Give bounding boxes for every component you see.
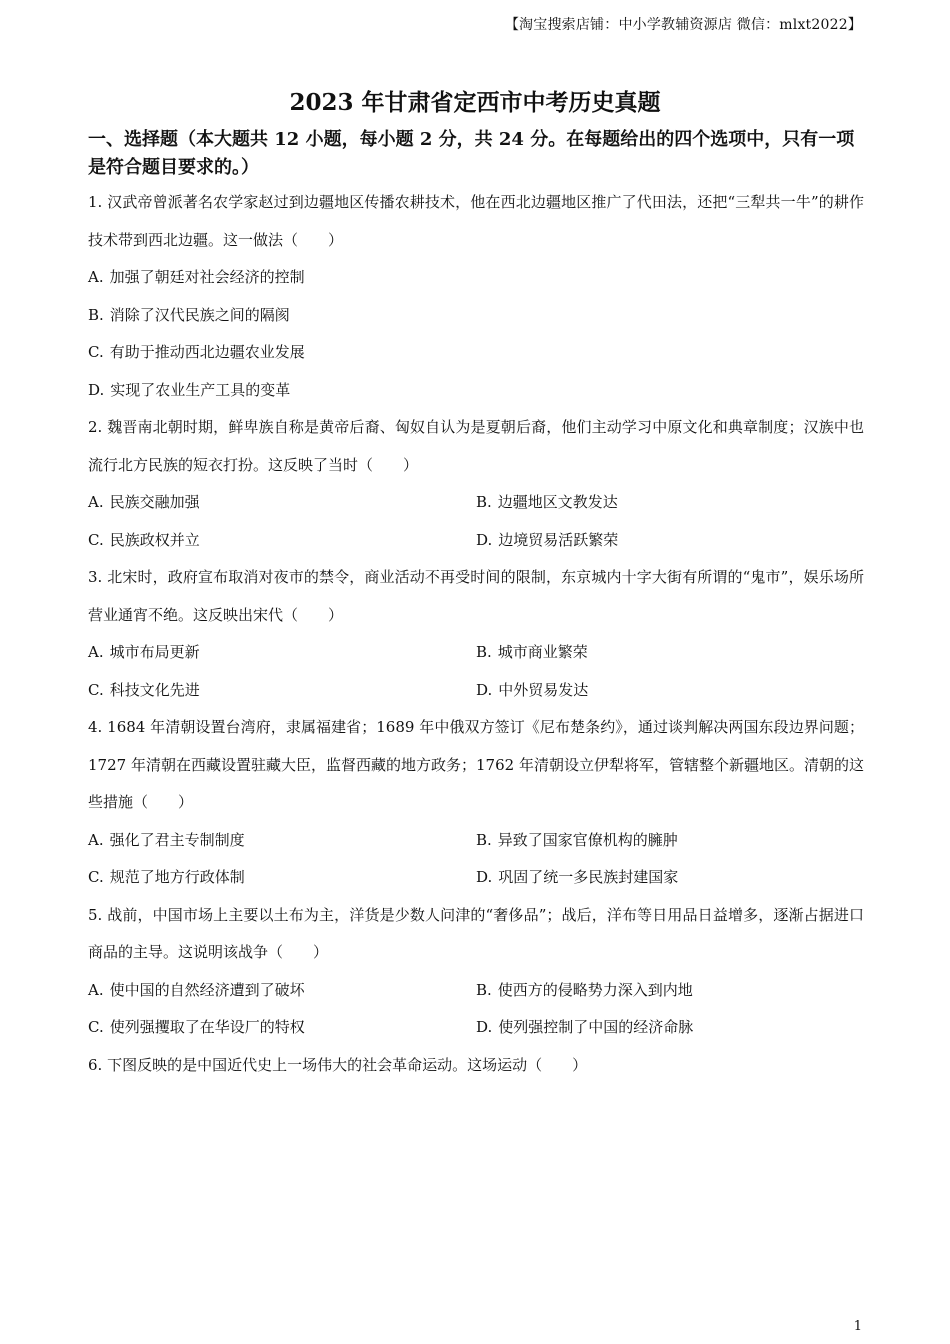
option-c[interactable] bbox=[88, 859, 476, 897]
option-d[interactable] bbox=[476, 1009, 864, 1047]
option-d[interactable] bbox=[88, 372, 864, 410]
option-row bbox=[88, 484, 864, 522]
option-text: 城市布局更新 bbox=[109, 643, 200, 661]
option-letter: D. bbox=[476, 868, 493, 886]
header-note: 【淘宝搜索店铺：中小学教辅资源店 微信：mlxt2022】 bbox=[504, 17, 862, 33]
option-b[interactable] bbox=[88, 297, 864, 335]
option-b[interactable] bbox=[476, 634, 864, 672]
page-number: 1 bbox=[853, 1319, 862, 1334]
option-text: 使列强攫取了在华设厂的特权 bbox=[109, 1018, 305, 1036]
option-letter: D. bbox=[88, 380, 105, 399]
option-a[interactable] bbox=[88, 259, 864, 297]
question-stem: 3. 北宋时，政府宣布取消对夜市的禁令，商业活动不再受时间的限制，东京城内十字大街有所谓的“鬼市”，娱乐场所营业通宵不绝。这反映出宋代（ ） bbox=[88, 568, 864, 624]
option-letter: C. bbox=[88, 1018, 104, 1036]
option-c[interactable] bbox=[88, 522, 476, 560]
option-text: 实现了农业生产工具的变革 bbox=[110, 380, 291, 399]
option-row bbox=[88, 859, 864, 897]
option-d[interactable] bbox=[476, 522, 864, 560]
section-heading: 一、选择题（本大题共 12 小题，每小题 2 分，共 24 分。在每题给出的四个选项中，只有一项是符合题目要求的。） bbox=[88, 129, 855, 178]
question-stem: 5. 战前，中国市场上主要以土布为主，洋货是少数人问津的“奢侈品”；战后，洋布等日用品日益增多，逐渐占据进口商品的主导。这说明该战争（ ） bbox=[88, 905, 864, 961]
option-a[interactable] bbox=[88, 634, 476, 672]
option-b[interactable] bbox=[476, 484, 864, 522]
option-letter: A. bbox=[88, 980, 104, 999]
option-text: 异致了国家官僚机构的臃肿 bbox=[497, 830, 678, 849]
option-text: 边疆地区文教发达 bbox=[497, 493, 618, 511]
option-letter: B. bbox=[476, 830, 492, 849]
option-row bbox=[88, 672, 864, 710]
option-b[interactable] bbox=[476, 972, 864, 1010]
option-row bbox=[88, 1009, 864, 1047]
option-letter: B. bbox=[88, 305, 104, 324]
option-letter: B. bbox=[476, 643, 492, 661]
option-d[interactable] bbox=[476, 859, 864, 897]
option-letter: B. bbox=[476, 493, 492, 511]
option-text: 使西方的侵略势力深入到内地 bbox=[497, 980, 693, 999]
option-letter: D. bbox=[476, 1018, 493, 1036]
option-text: 科技文化先进 bbox=[109, 680, 200, 699]
option-letter: C. bbox=[88, 680, 104, 699]
option-d[interactable] bbox=[476, 672, 864, 710]
page-title: 2023 年甘肃省定西市中考历史真题 bbox=[289, 89, 661, 116]
option-letter: C. bbox=[88, 343, 104, 361]
question-list bbox=[88, 184, 864, 1084]
option-a[interactable] bbox=[88, 822, 476, 860]
option-letter: A. bbox=[88, 830, 104, 849]
option-text: 中外贸易发达 bbox=[498, 680, 589, 699]
option-text: 规范了地方行政体制 bbox=[109, 868, 245, 886]
option-letter: C. bbox=[88, 868, 104, 886]
option-a[interactable] bbox=[88, 972, 476, 1010]
question-stem: 6. 下图反映的是中国近代史上一场伟大的社会革命运动。这场运动（ ） bbox=[88, 1055, 588, 1074]
option-c[interactable] bbox=[88, 334, 864, 372]
option-text: 消除了汉代民族之间的隔阂 bbox=[109, 305, 290, 324]
option-text: 使中国的自然经济遭到了破坏 bbox=[109, 980, 305, 999]
option-c[interactable] bbox=[88, 1009, 476, 1047]
question-stem: 4. 1684 年清朝设置台湾府，隶属福建省；1689 年中俄双方签订《尼布楚条约》，通过谈判解决两国东段边界问题；1727 年清朝在西藏设置驻藏大臣，监督西藏的地方政务；1762 年清朝设立伊犁将军，管辖整个新疆地区。清朝的这些措施（ ） bbox=[88, 718, 864, 811]
option-row bbox=[88, 634, 864, 672]
option-letter: B. bbox=[476, 980, 492, 999]
option-text: 民族政权并立 bbox=[109, 530, 200, 549]
option-row bbox=[88, 972, 864, 1010]
question-stem: 1. 汉武帝曾派著名农学家赵过到边疆地区传播农耕技术，他在西北边疆地区推广了代田法，还把“三犁共一牛”的耕作技术带到西北边疆。这一做法（ ） bbox=[88, 193, 864, 249]
question-stem: 2. 魏晋南北朝时期，鲜卑族自称是黄帝后裔、匈奴自认为是夏朝后裔，他们主动学习中原文化和典章制度；汉族中也流行北方民族的短衣打扮。这反映了当时（ ） bbox=[88, 418, 864, 474]
option-letter: D. bbox=[476, 530, 493, 549]
option-letter: A. bbox=[88, 268, 104, 286]
option-letter: A. bbox=[88, 643, 104, 661]
option-a[interactable] bbox=[88, 484, 476, 522]
option-text: 有助于推动西北边疆农业发展 bbox=[109, 343, 305, 361]
option-text: 城市商业繁荣 bbox=[497, 643, 588, 661]
option-text: 巩固了统一多民族封建国家 bbox=[498, 868, 679, 886]
option-text: 边境贸易活跃繁荣 bbox=[498, 530, 619, 549]
option-row bbox=[88, 522, 864, 560]
option-text: 民族交融加强 bbox=[109, 493, 200, 511]
option-b[interactable] bbox=[476, 822, 864, 860]
option-letter: C. bbox=[88, 530, 104, 549]
option-letter: A. bbox=[88, 493, 104, 511]
option-text: 使列强控制了中国的经济命脉 bbox=[498, 1018, 694, 1036]
option-c[interactable] bbox=[88, 672, 476, 710]
option-letter: D. bbox=[476, 680, 493, 699]
option-text: 加强了朝廷对社会经济的控制 bbox=[109, 268, 305, 286]
option-text: 强化了君主专制制度 bbox=[109, 830, 245, 849]
option-row bbox=[88, 822, 864, 860]
